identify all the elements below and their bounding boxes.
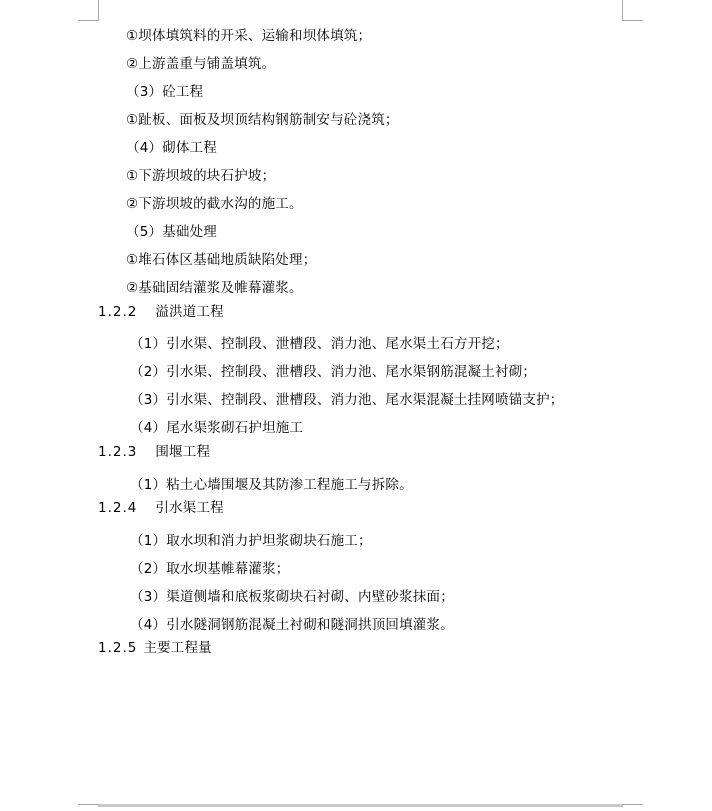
- section-heading-1-2-5: [98, 639, 212, 657]
- crop-mark-top-right-horizontal: [622, 20, 643, 21]
- paragraph-line: ①堆石体区基础地质缺陷处理；: [126, 252, 317, 268]
- section-number: 1.2.5: [98, 640, 138, 656]
- section-title: 溢洪道工程: [155, 304, 224, 320]
- list-item: （1）取水坝和消力护坦浆砌块石施工；: [130, 533, 372, 549]
- crop-mark-bottom-right: [622, 804, 643, 805]
- section-heading-1-2-3: [98, 443, 210, 461]
- paragraph-line: ②基础固结灌浆及帷幕灌浆。: [126, 280, 303, 296]
- paragraph-line: ①坝体填筑料的开采、运输和坝体填筑；: [126, 28, 372, 44]
- section-title: 围堰工程: [155, 444, 211, 460]
- subheading-line: （5）基础处理: [126, 224, 217, 240]
- crop-mark-top-left-horizontal: [78, 20, 99, 21]
- list-item: （2）取水坝基帷幕灌浆；: [130, 561, 290, 577]
- section-number: 1.2.3: [98, 444, 138, 460]
- paragraph-line: ①趾板、面板及坝顶结构钢筋制安与砼浇筑；: [126, 112, 399, 128]
- section-number: 1.2.2: [98, 304, 138, 320]
- section-heading-1-2-4: [98, 499, 224, 517]
- subheading-line: （3）砼工程: [126, 84, 204, 100]
- paragraph-line: ①下游坝坡的块石护坡；: [126, 168, 276, 184]
- section-number: 1.2.4: [98, 500, 138, 516]
- list-item: （1）粘土心墙围堰及其防渗工程施工与拆除。: [130, 477, 413, 493]
- subheading-line: （4）砌体工程: [126, 140, 217, 156]
- list-item: （1）引水渠、控制段、泄槽段、消力池、尾水渠土石方开挖；: [130, 336, 509, 352]
- crop-mark-bottom-left: [78, 804, 99, 805]
- crop-mark-top-left-vertical: [98, 0, 99, 20]
- paragraph-line: ②上游盖重与铺盖填筑。: [126, 56, 276, 72]
- section-title: 引水渠工程: [155, 500, 224, 516]
- page-bottom-edge: [98, 804, 623, 807]
- section-heading-1-2-2: [98, 303, 224, 321]
- section-title: 主要工程量: [143, 640, 212, 656]
- list-item: （4）尾水渠浆砌石护坦施工: [130, 420, 304, 436]
- list-item: （3）渠道侧墙和底板浆砌块石衬砌、内壁砂浆抹面；: [130, 589, 454, 605]
- crop-mark-top-right-vertical: [622, 0, 623, 20]
- list-item: （4）引水隧洞钢筋混凝土衬砌和隧洞拱顶回填灌浆。: [130, 617, 454, 633]
- list-item: （3）引水渠、控制段、泄槽段、消力池、尾水渠混凝土挂网喷锚支护；: [130, 392, 564, 408]
- list-item: （2）引水渠、控制段、泄槽段、消力池、尾水渠钢筋混凝土衬砌；: [130, 364, 537, 380]
- paragraph-line: ②下游坝坡的截水沟的施工。: [126, 196, 303, 212]
